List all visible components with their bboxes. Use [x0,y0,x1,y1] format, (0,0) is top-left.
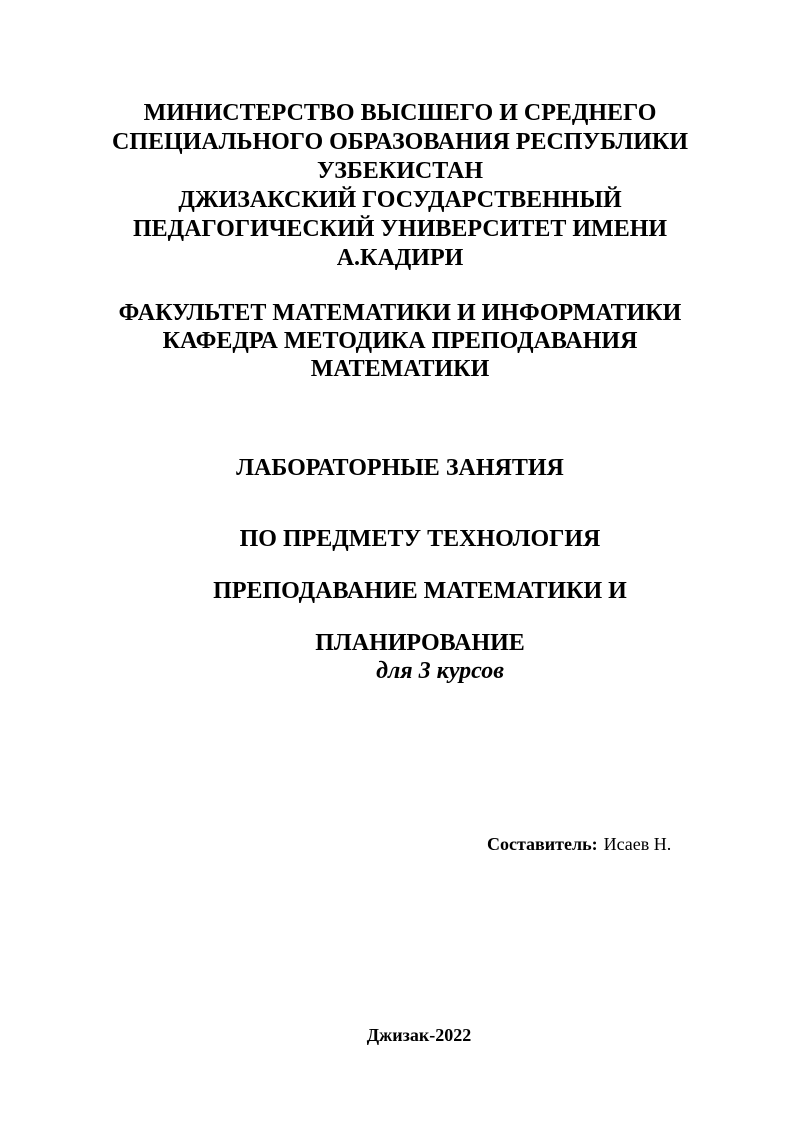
faculty-line: МАТЕМАТИКИ [310,356,490,382]
heading-line: А.КАДИРИ [336,245,464,271]
city-year: Джизак-2022 [366,1025,472,1045]
heading-line: ДЖИЗАКСКИЙ ГОСУДАРСТВЕННЫЙ [178,187,622,213]
compiler-name: Исаев Н. [603,834,672,854]
faculty-line: КАФЕДРА МЕТОДИКА ПРЕПОДАВАНИЯ [162,328,638,354]
heading-line: УЗБЕКИСТАН [316,158,484,184]
lab-title-line: ЛАБОРАТОРНЫЕ ЗАНЯТИЯ [236,455,564,481]
subject-title [20,513,800,669]
heading-line: ПЕДАГОГИЧЕСКИЙ УНИВЕРСИТЕТ ИМЕНИ [132,216,668,242]
subject-line: ПЛАНИРОВАНИЕ [315,630,525,656]
subject-line: ПРЕПОДАВАНИЕ МАТЕМАТИКИ И [213,578,627,604]
subject-line: ПО ПРЕДМЕТУ ТЕХНОЛОГИЯ [239,526,601,552]
faculty-heading [0,299,800,383]
faculty-line: ФАКУЛЬТЕТ МАТЕМАТИКИ И ИНФОРМАТИКИ [118,300,682,326]
compiler-label: Составитель: [487,834,598,854]
document-title [0,452,800,484]
heading-line: МИНИСТЕРСТВО ВЫСШЕГО И СРЕДНЕГО [143,100,657,126]
compiler-credit [487,832,671,856]
heading-line: СПЕЦИАЛЬНОГО ОБРАЗОВАНИЯ РЕСПУБЛИКИ [112,129,688,155]
course-label: для 3 курсов [376,658,504,684]
institution-heading [0,99,800,273]
